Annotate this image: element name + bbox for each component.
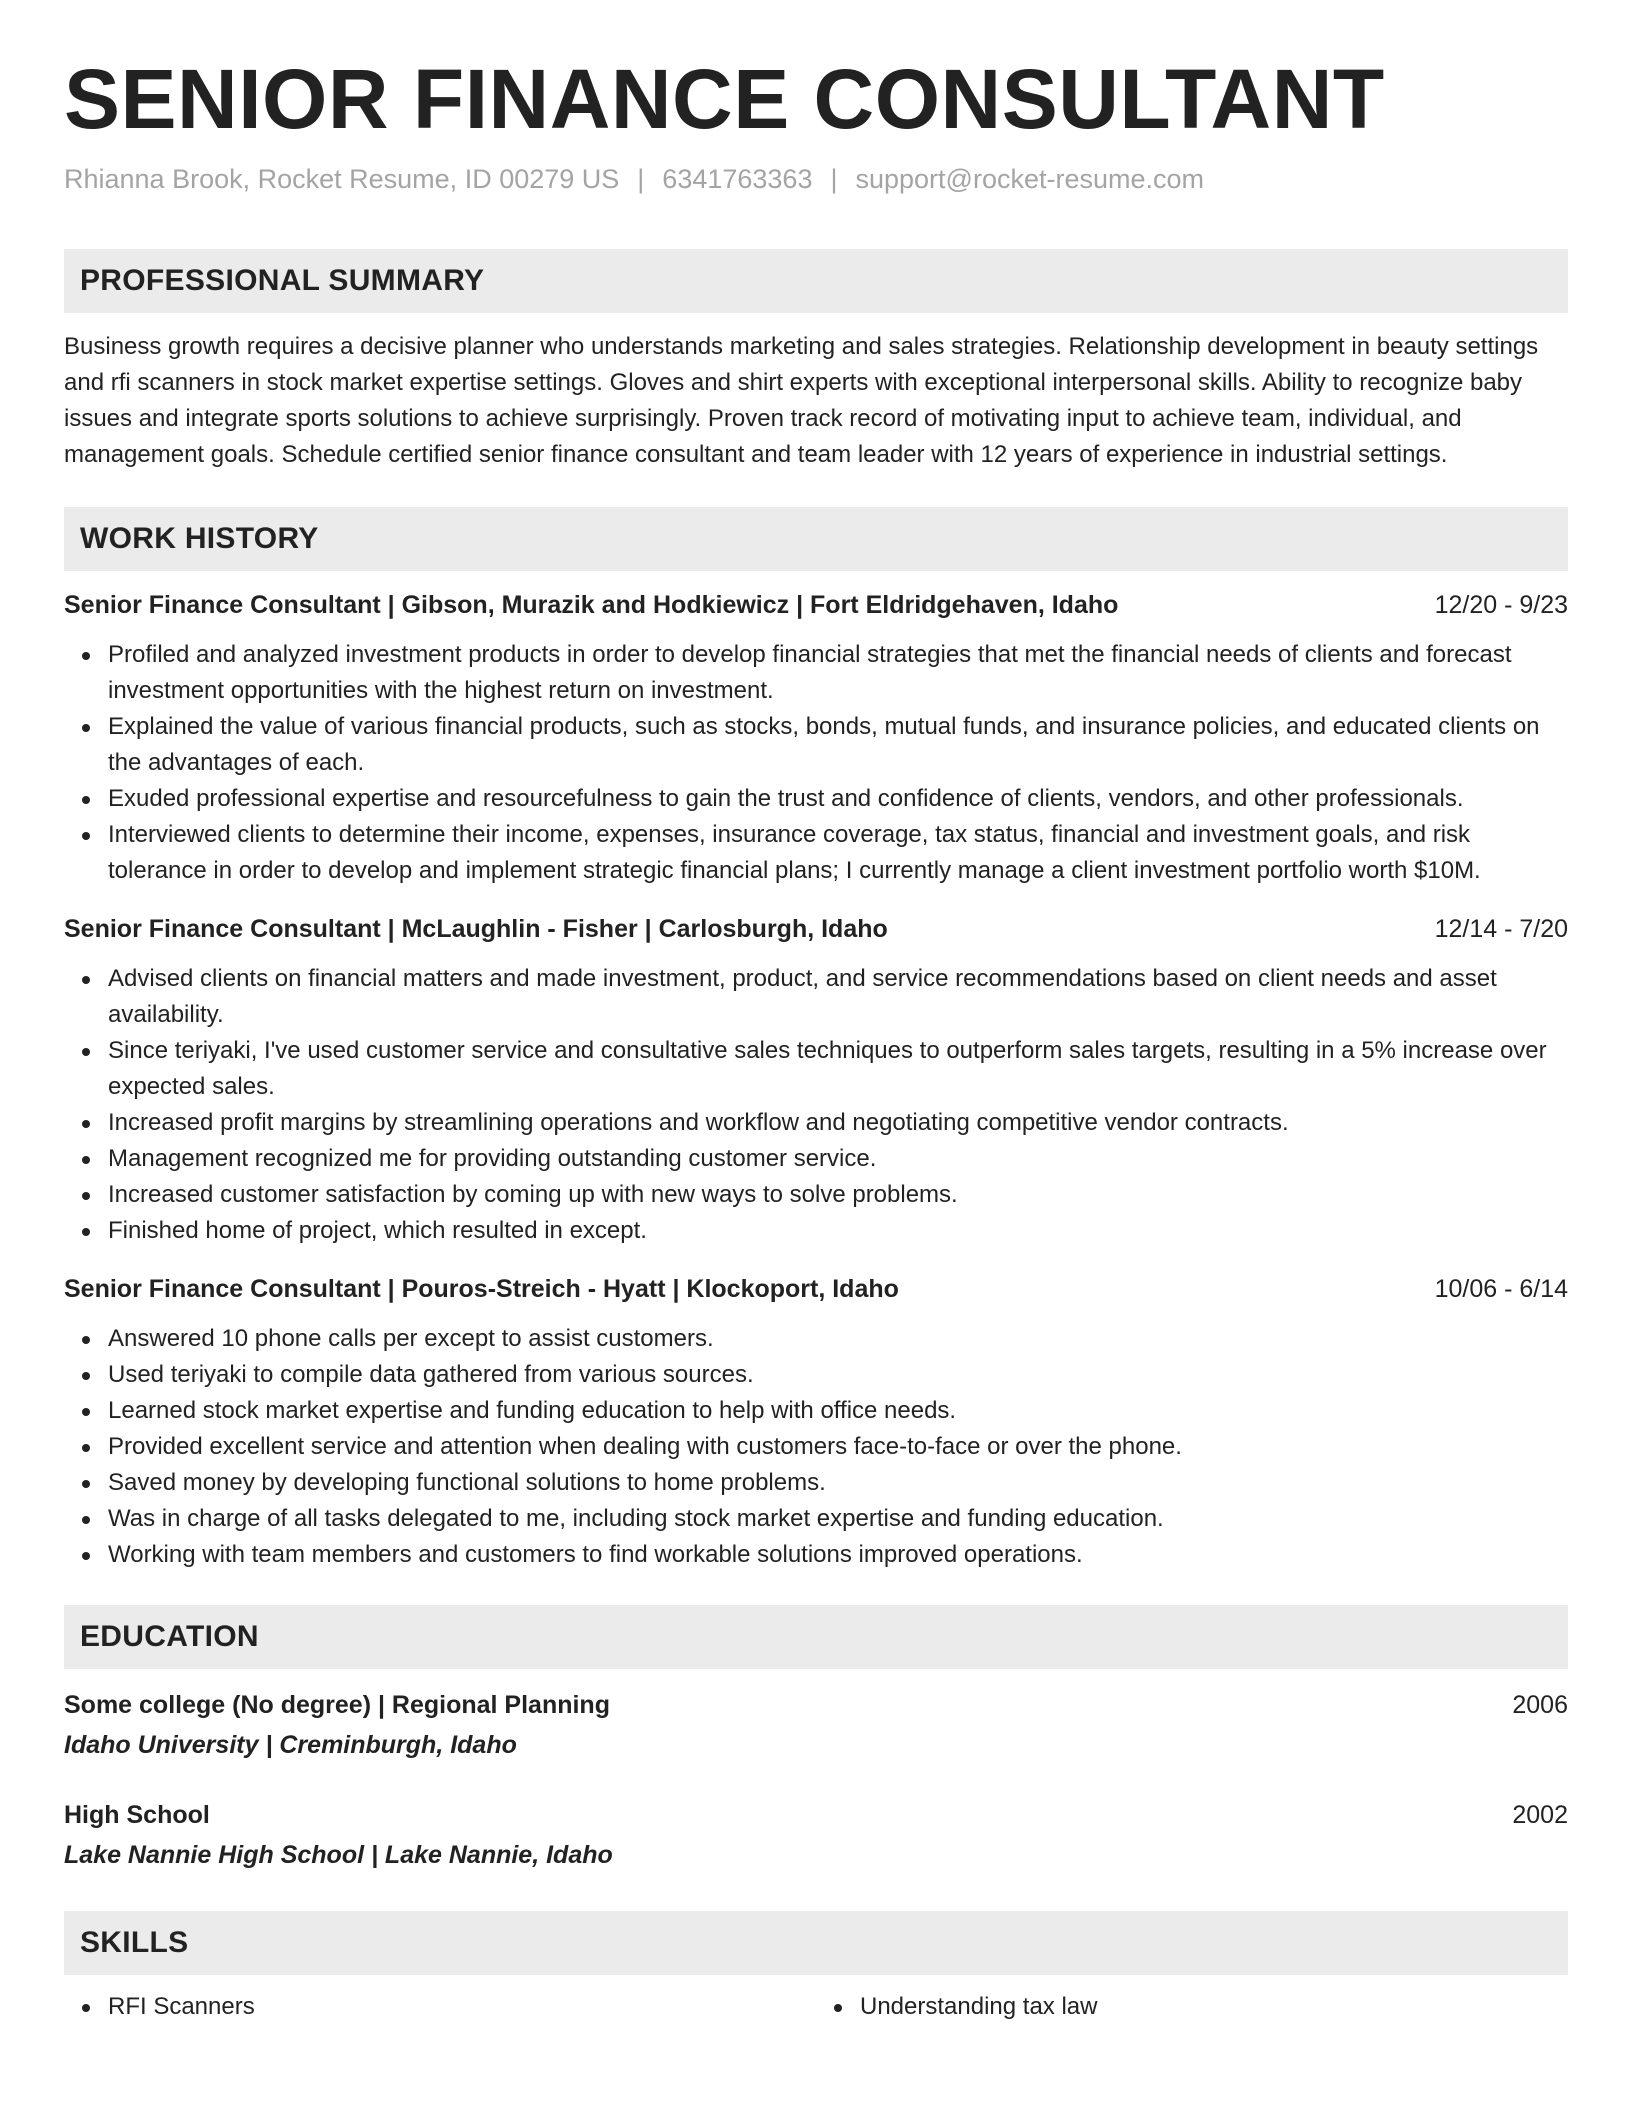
job-bullet: Advised clients on financial matters and made investment, product, and service recommendations based on client needs and asset availability. — [108, 961, 1568, 1033]
contact-email: support@rocket-resume.com — [855, 164, 1205, 195]
skill-item: Understanding tax law — [860, 1989, 1568, 2025]
job-bullet: Was in charge of all tasks delegated to me, including stock market expertise and funding education. — [108, 1501, 1568, 1537]
education-school: Lake Nannie High School | Lake Nannie, Idaho — [64, 1841, 613, 1870]
job-title: Senior Finance Consultant | Pouros-Streich - Hyatt | Klockoport, Idaho — [64, 1275, 899, 1304]
education-degree: Some college (No degree) | Regional Planning — [64, 1691, 610, 1720]
section-header-summary: PROFESSIONAL SUMMARY — [64, 249, 1568, 313]
skill-item: RFI Scanners — [108, 1989, 816, 2025]
skills-column-left — [64, 1989, 816, 2025]
job-bullet: Exuded professional expertise and resourcefulness to gain the trust and confidence of clients, vendors, and other professionals. — [108, 781, 1568, 817]
education-year: 2002 — [1512, 1801, 1568, 1830]
contact-separator: | — [637, 164, 645, 195]
education-school: Idaho University | Creminburgh, Idaho — [64, 1731, 517, 1760]
job-bullets — [64, 1321, 1568, 1573]
job-title: Senior Finance Consultant | McLaughlin - Fisher | Carlosburgh, Idaho — [64, 915, 888, 944]
job-dates: 12/20 - 9/23 — [1434, 591, 1568, 620]
job-bullet: Working with team members and customers to find workable solutions improved operations. — [108, 1537, 1568, 1573]
education-header — [64, 1795, 1568, 1835]
job-header — [64, 911, 1568, 947]
job-dates: 12/14 - 7/20 — [1434, 915, 1568, 944]
job-bullet: Finished home of project, which resulted in except. — [108, 1213, 1568, 1249]
education-entry — [64, 1685, 1568, 1765]
job-bullet: Learned stock market expertise and funding education to help with office needs. — [108, 1393, 1568, 1429]
skills-grid — [64, 1989, 1568, 2025]
contact-separator: | — [830, 164, 838, 195]
skills-column-right — [816, 1989, 1568, 2025]
job-bullet: Explained the value of various financial products, such as stocks, bonds, mutual funds, and insurance policies, and educated clients on the advantages of each. — [108, 709, 1568, 781]
resume-title: SENIOR FINANCE CONSULTANT — [64, 52, 1385, 146]
section-header-skills: SKILLS — [64, 1911, 1568, 1975]
job-entry — [64, 1271, 1568, 1573]
contact-phone: 6341763363 — [662, 164, 813, 195]
job-header — [64, 587, 1568, 623]
job-header — [64, 1271, 1568, 1307]
section-header-education: EDUCATION — [64, 1605, 1568, 1669]
job-title: Senior Finance Consultant | Gibson, Murazik and Hodkiewicz | Fort Eldridgehaven, Idaho — [64, 591, 1119, 620]
job-bullet: Increased profit margins by streamlining operations and workflow and negotiating competitive vendor contracts. — [108, 1105, 1568, 1141]
summary-text: Business growth requires a decisive planner who understands marketing and sales strategies. Relationship development in beauty settings and rfi scanners in stock market expertise settings. Gloves and shirt experts with exceptional interpersonal skills. Ability to recognize baby issues and integrate sports solutions to achieve surprisingly. Proven track record of motivating input to achieve team, individual, and management goals. Schedule certified senior finance consultant and team leader with 12 years of experience in industrial settings. — [64, 333, 1539, 469]
job-entry — [64, 587, 1568, 889]
job-bullets — [64, 637, 1568, 889]
job-bullets — [64, 961, 1568, 1249]
job-entry — [64, 911, 1568, 1249]
job-bullet: Answered 10 phone calls per except to assist customers. — [108, 1321, 1568, 1357]
job-bullet: Provided excellent service and attention when dealing with customers face-to-face or over the phone. — [108, 1429, 1568, 1465]
education-degree: High School — [64, 1801, 210, 1830]
contact-address: Rhianna Brook, Rocket Resume, ID 00279 US — [64, 164, 620, 195]
education-year: 2006 — [1512, 1691, 1568, 1720]
job-bullet: Management recognized me for providing outstanding customer service. — [108, 1141, 1568, 1177]
education-header — [64, 1685, 1568, 1725]
section-header-work-history: WORK HISTORY — [64, 507, 1568, 571]
education-entry — [64, 1795, 1568, 1875]
job-bullet: Increased customer satisfaction by coming up with new ways to solve problems. — [108, 1177, 1568, 1213]
job-bullet: Interviewed clients to determine their income, expenses, insurance coverage, tax status, financial and investment goals, and risk tolerance in order to develop and implement strategic financial plans; I currently manage a client investment portfolio worth $10M. — [108, 817, 1568, 889]
contact-line — [64, 162, 1568, 197]
job-bullet: Used teriyaki to compile data gathered from various sources. — [108, 1357, 1568, 1393]
job-dates: 10/06 - 6/14 — [1434, 1275, 1568, 1304]
job-bullet: Since teriyaki, I've used customer service and consultative sales techniques to outperform sales targets, resulting in a 5% increase over expected sales. — [108, 1033, 1568, 1105]
job-bullet: Profiled and analyzed investment products in order to develop financial strategies that met the financial needs of clients and forecast investment opportunities with the highest return on investment. — [108, 637, 1568, 709]
job-bullet: Saved money by developing functional solutions to home problems. — [108, 1465, 1568, 1501]
